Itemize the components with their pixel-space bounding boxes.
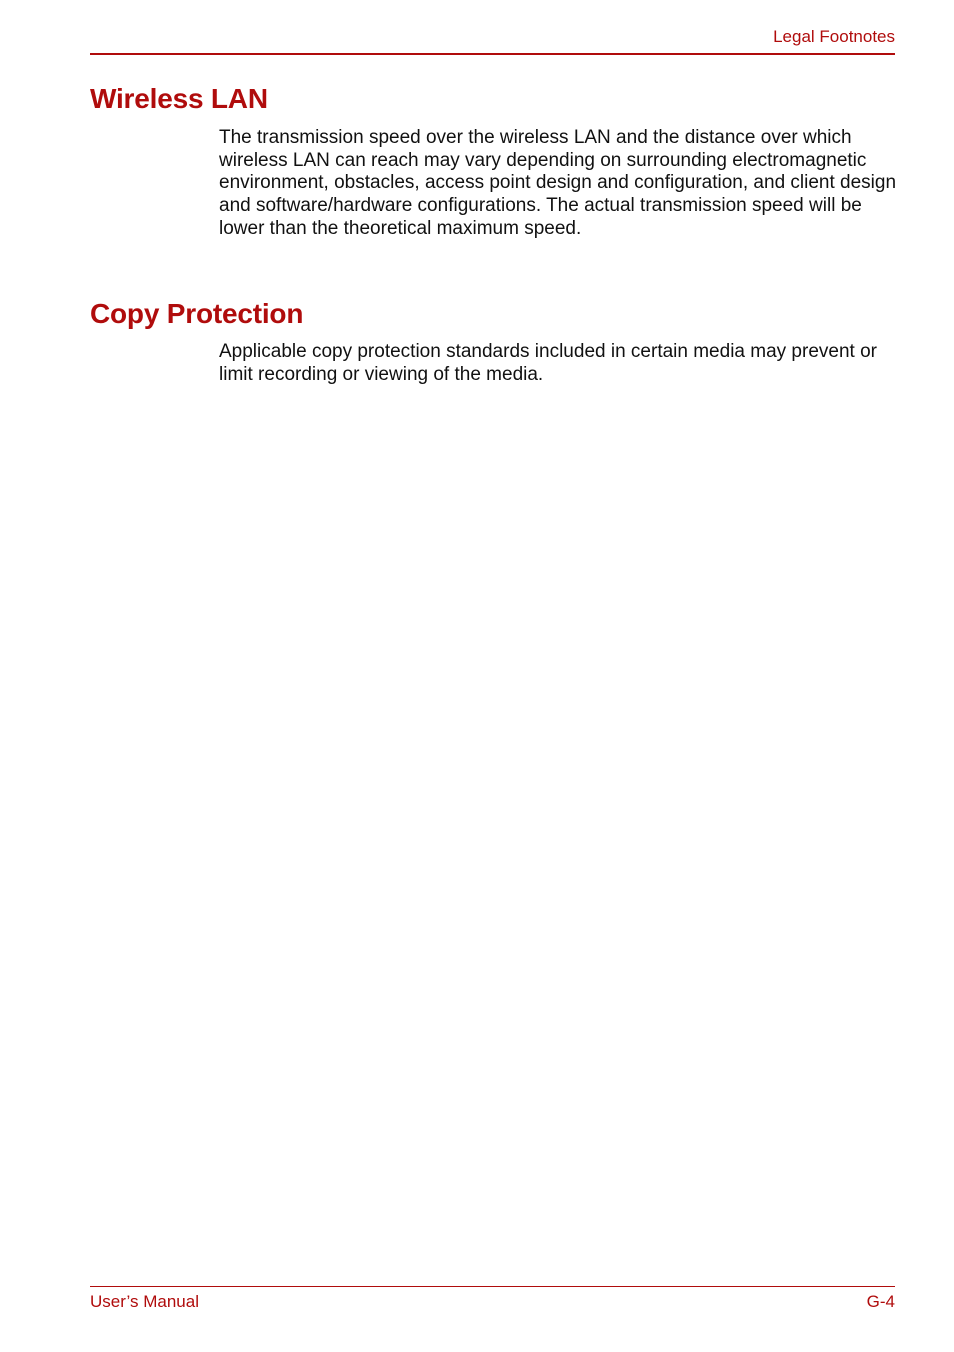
- header-divider: [90, 53, 895, 55]
- section-heading-wireless-lan: Wireless LAN: [90, 83, 268, 114]
- section-body-wireless-lan: The transmission speed over the wireless LAN and the distance over which wireless LAN can reach may vary depending on surrounding electromagnetic environment, obstacles, access point design and configuration, and client design and software/hardware configurations. The actual transmission speed will be lower than the theoretical maximum speed.: [219, 127, 897, 239]
- section-heading-copy-protection: Copy Protection: [90, 298, 304, 329]
- running-header: Legal Footnotes: [773, 27, 895, 46]
- section-body-copy-protection: Applicable copy protection standards included in certain media may prevent or limit recording or viewing of the media.: [219, 341, 877, 385]
- footer-manual-title: User’s Manual: [90, 1292, 199, 1311]
- page-number: G-4: [866, 1292, 895, 1311]
- footer-divider: [90, 1286, 895, 1287]
